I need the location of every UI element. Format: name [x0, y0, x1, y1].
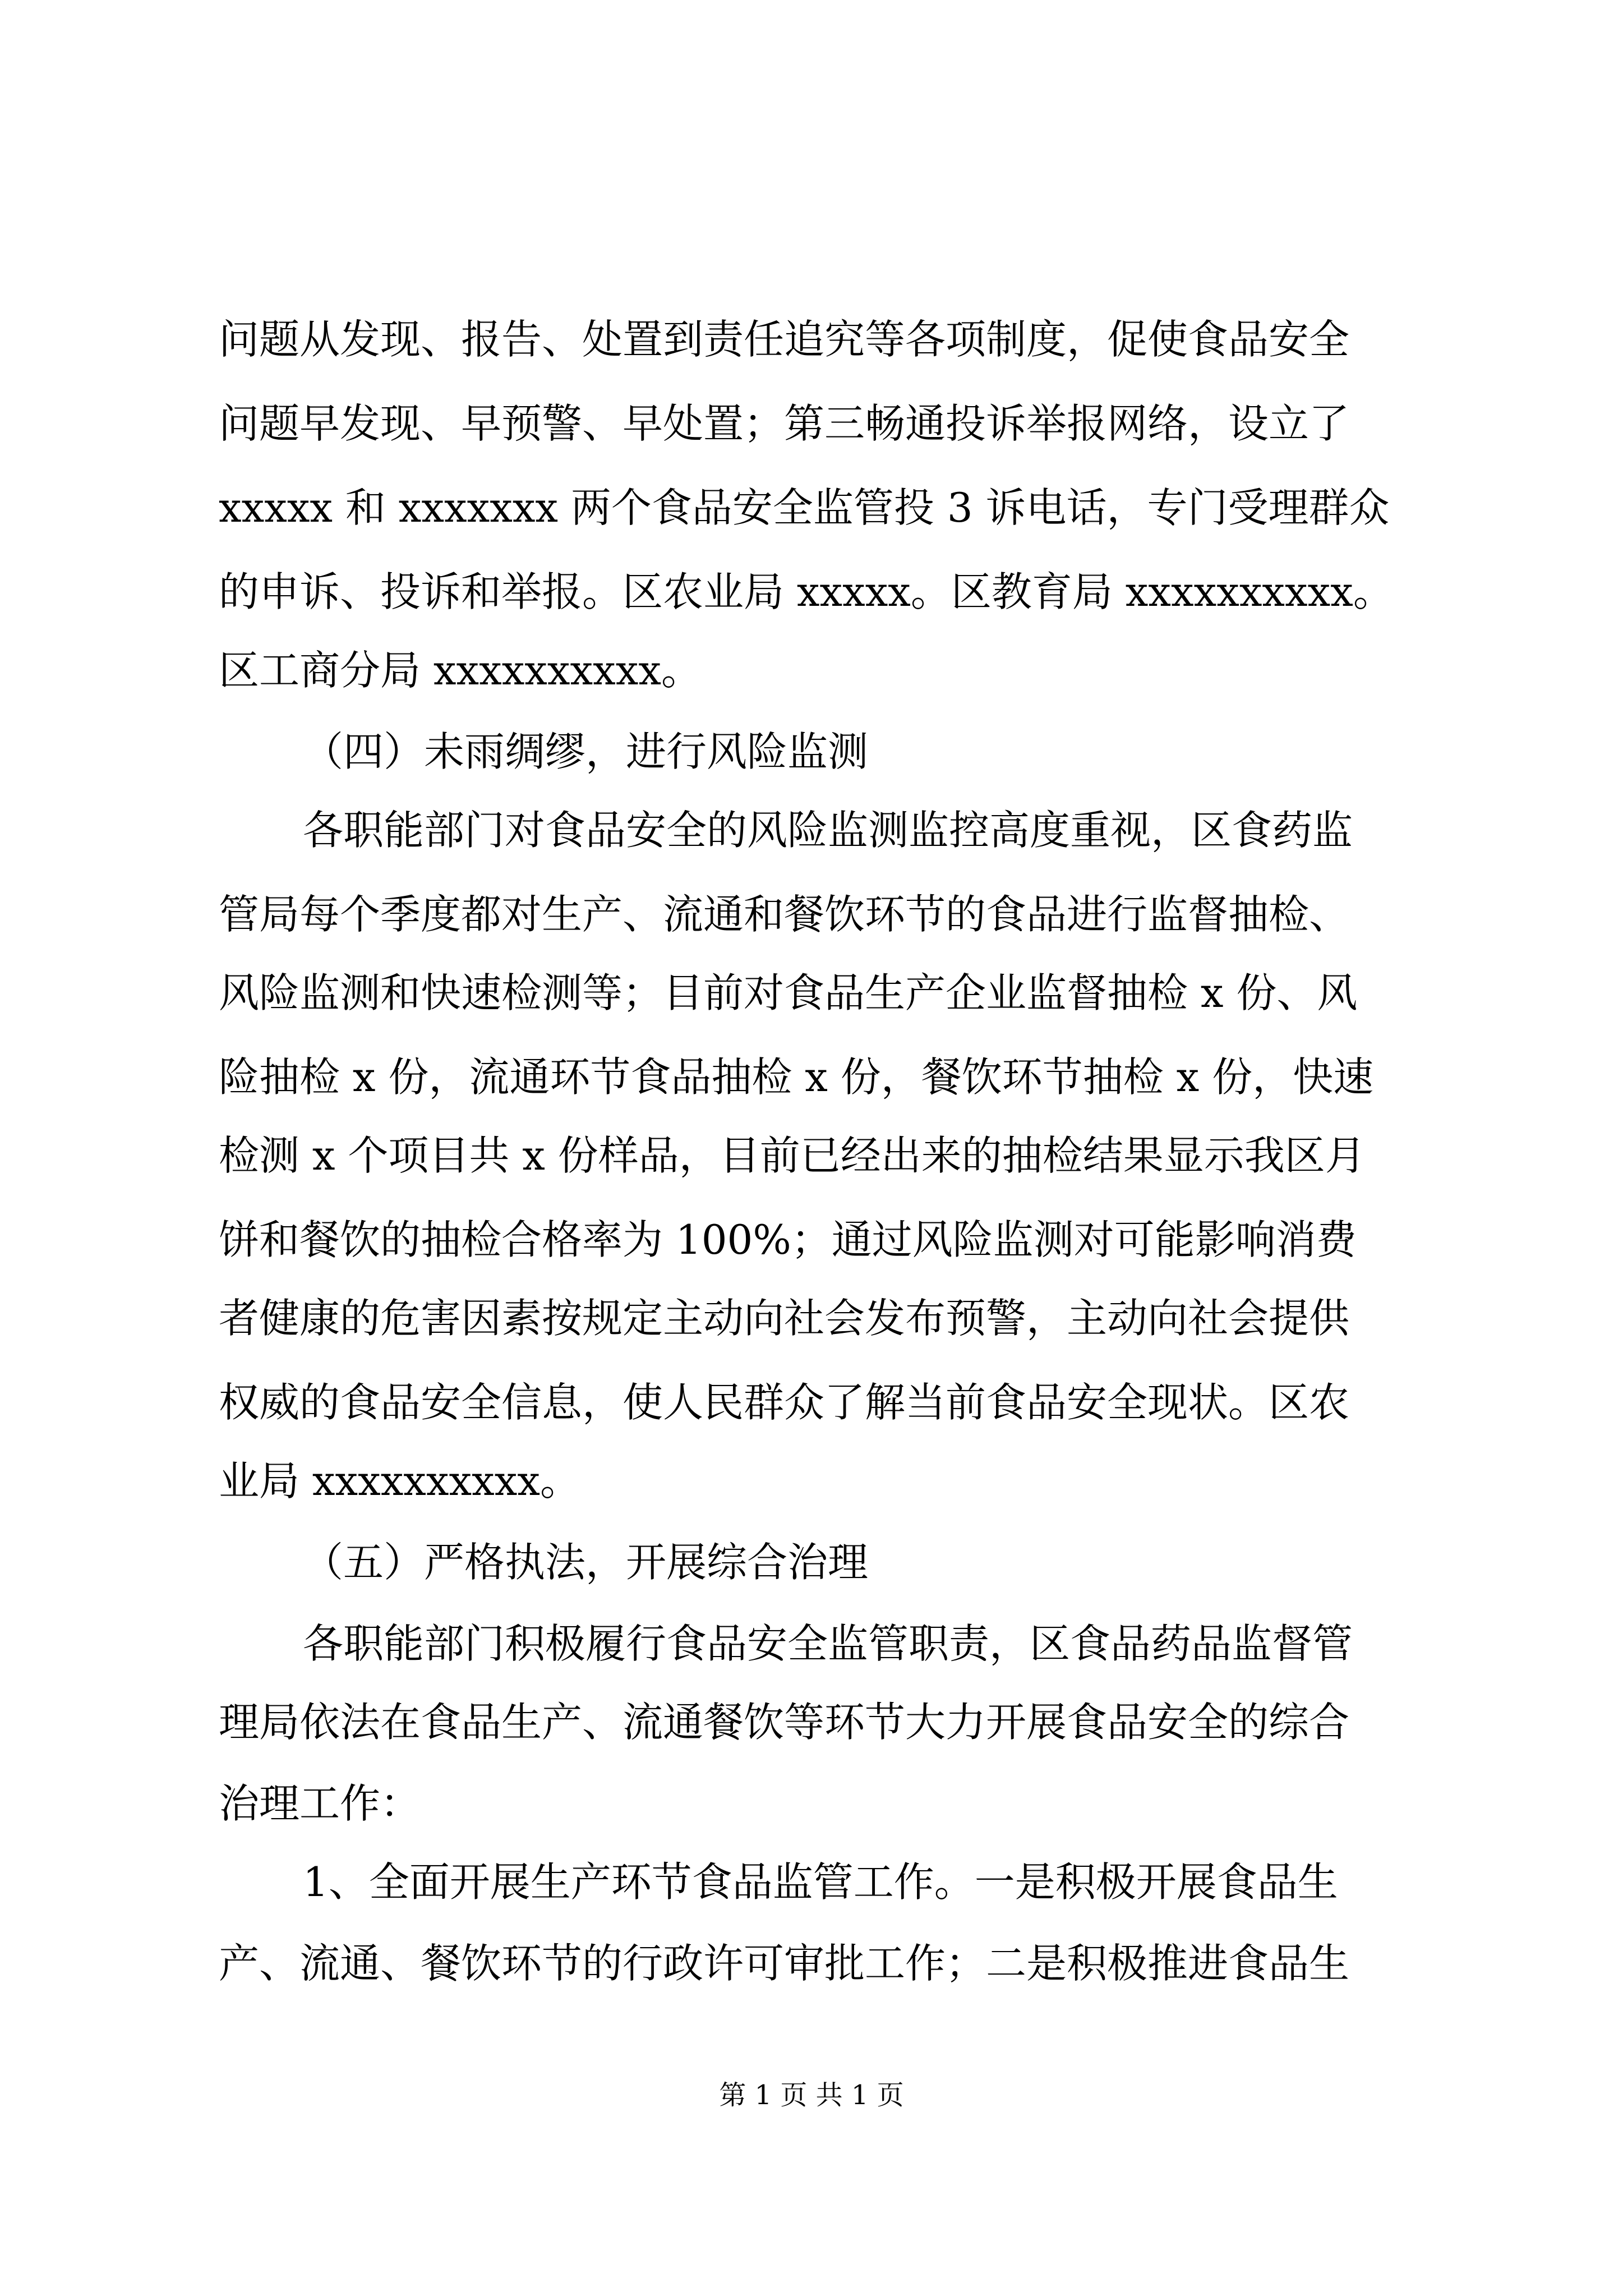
- body-text-line: 权威的食品安全信息，使人民群众了解当前食品安全现状。区农: [219, 1379, 1350, 1426]
- section-heading: （五）严格执法，开展综合治理: [303, 1539, 869, 1586]
- body-text-line: 1、全面开展生产环节食品监管工作。一是积极开展食品生: [303, 1858, 1338, 1906]
- body-text-line: 产、流通、餐饮环节的行政许可审批工作；二是积极推进食品生: [219, 1940, 1350, 1987]
- body-text-line: 治理工作：: [219, 1780, 421, 1827]
- body-text-line: 各职能部门积极履行食品安全监管职责，区食品药品监督管: [303, 1620, 1353, 1667]
- body-text-line: 问题从发现、报告、处置到责任追究等各项制度，促使食品安全: [219, 316, 1350, 363]
- body-text-line: 者健康的危害因素按规定主动向社会发布预警，主动向社会提供: [219, 1295, 1350, 1342]
- body-text-line: 问题早发现、早预警、早处置；第三畅通投诉举报网络，设立了: [219, 400, 1350, 447]
- body-text-line: 各职能部门对食品安全的风险监测监控高度重视，区食药监: [303, 807, 1353, 854]
- body-text-line: xxxxx 和 xxxxxxx 两个食品安全监管投 3 诉电话，专门受理群众: [219, 484, 1390, 531]
- body-text-line: 检测 x 个项目共 x 份样品，目前已经出来的抽检结果显示我区月: [219, 1132, 1366, 1179]
- section-heading: （四）未雨绸缪，进行风险监测: [303, 728, 869, 775]
- body-text-line: 风险监测和快速检测等；目前对食品生产企业监督抽检 x 份、风: [219, 969, 1358, 1016]
- body-text-line: 险抽检 x 份，流通环节食品抽检 x 份，餐饮环节抽检 x 份，快速: [219, 1053, 1374, 1101]
- page-footer: 第 1 页 共 1 页: [719, 2079, 904, 2111]
- body-text-line: 区工商分局 xxxxxxxxxx。: [219, 647, 702, 694]
- body-text-line: 理局依法在食品生产、流通餐饮等环节大力开展食品安全的综合: [219, 1699, 1350, 1746]
- body-text-line: 的申诉、投诉和举报。区农业局 xxxxx。区教育局 xxxxxxxxxx。: [219, 568, 1394, 615]
- body-text-line: 饼和餐饮的抽检合格率为 100%；通过风险监测对可能影响消费: [219, 1216, 1357, 1263]
- body-text-line: 管局每个季度都对生产、流通和餐饮环节的食品进行监督抽检、: [219, 891, 1350, 938]
- body-text-line: 业局 xxxxxxxxxx。: [219, 1457, 580, 1504]
